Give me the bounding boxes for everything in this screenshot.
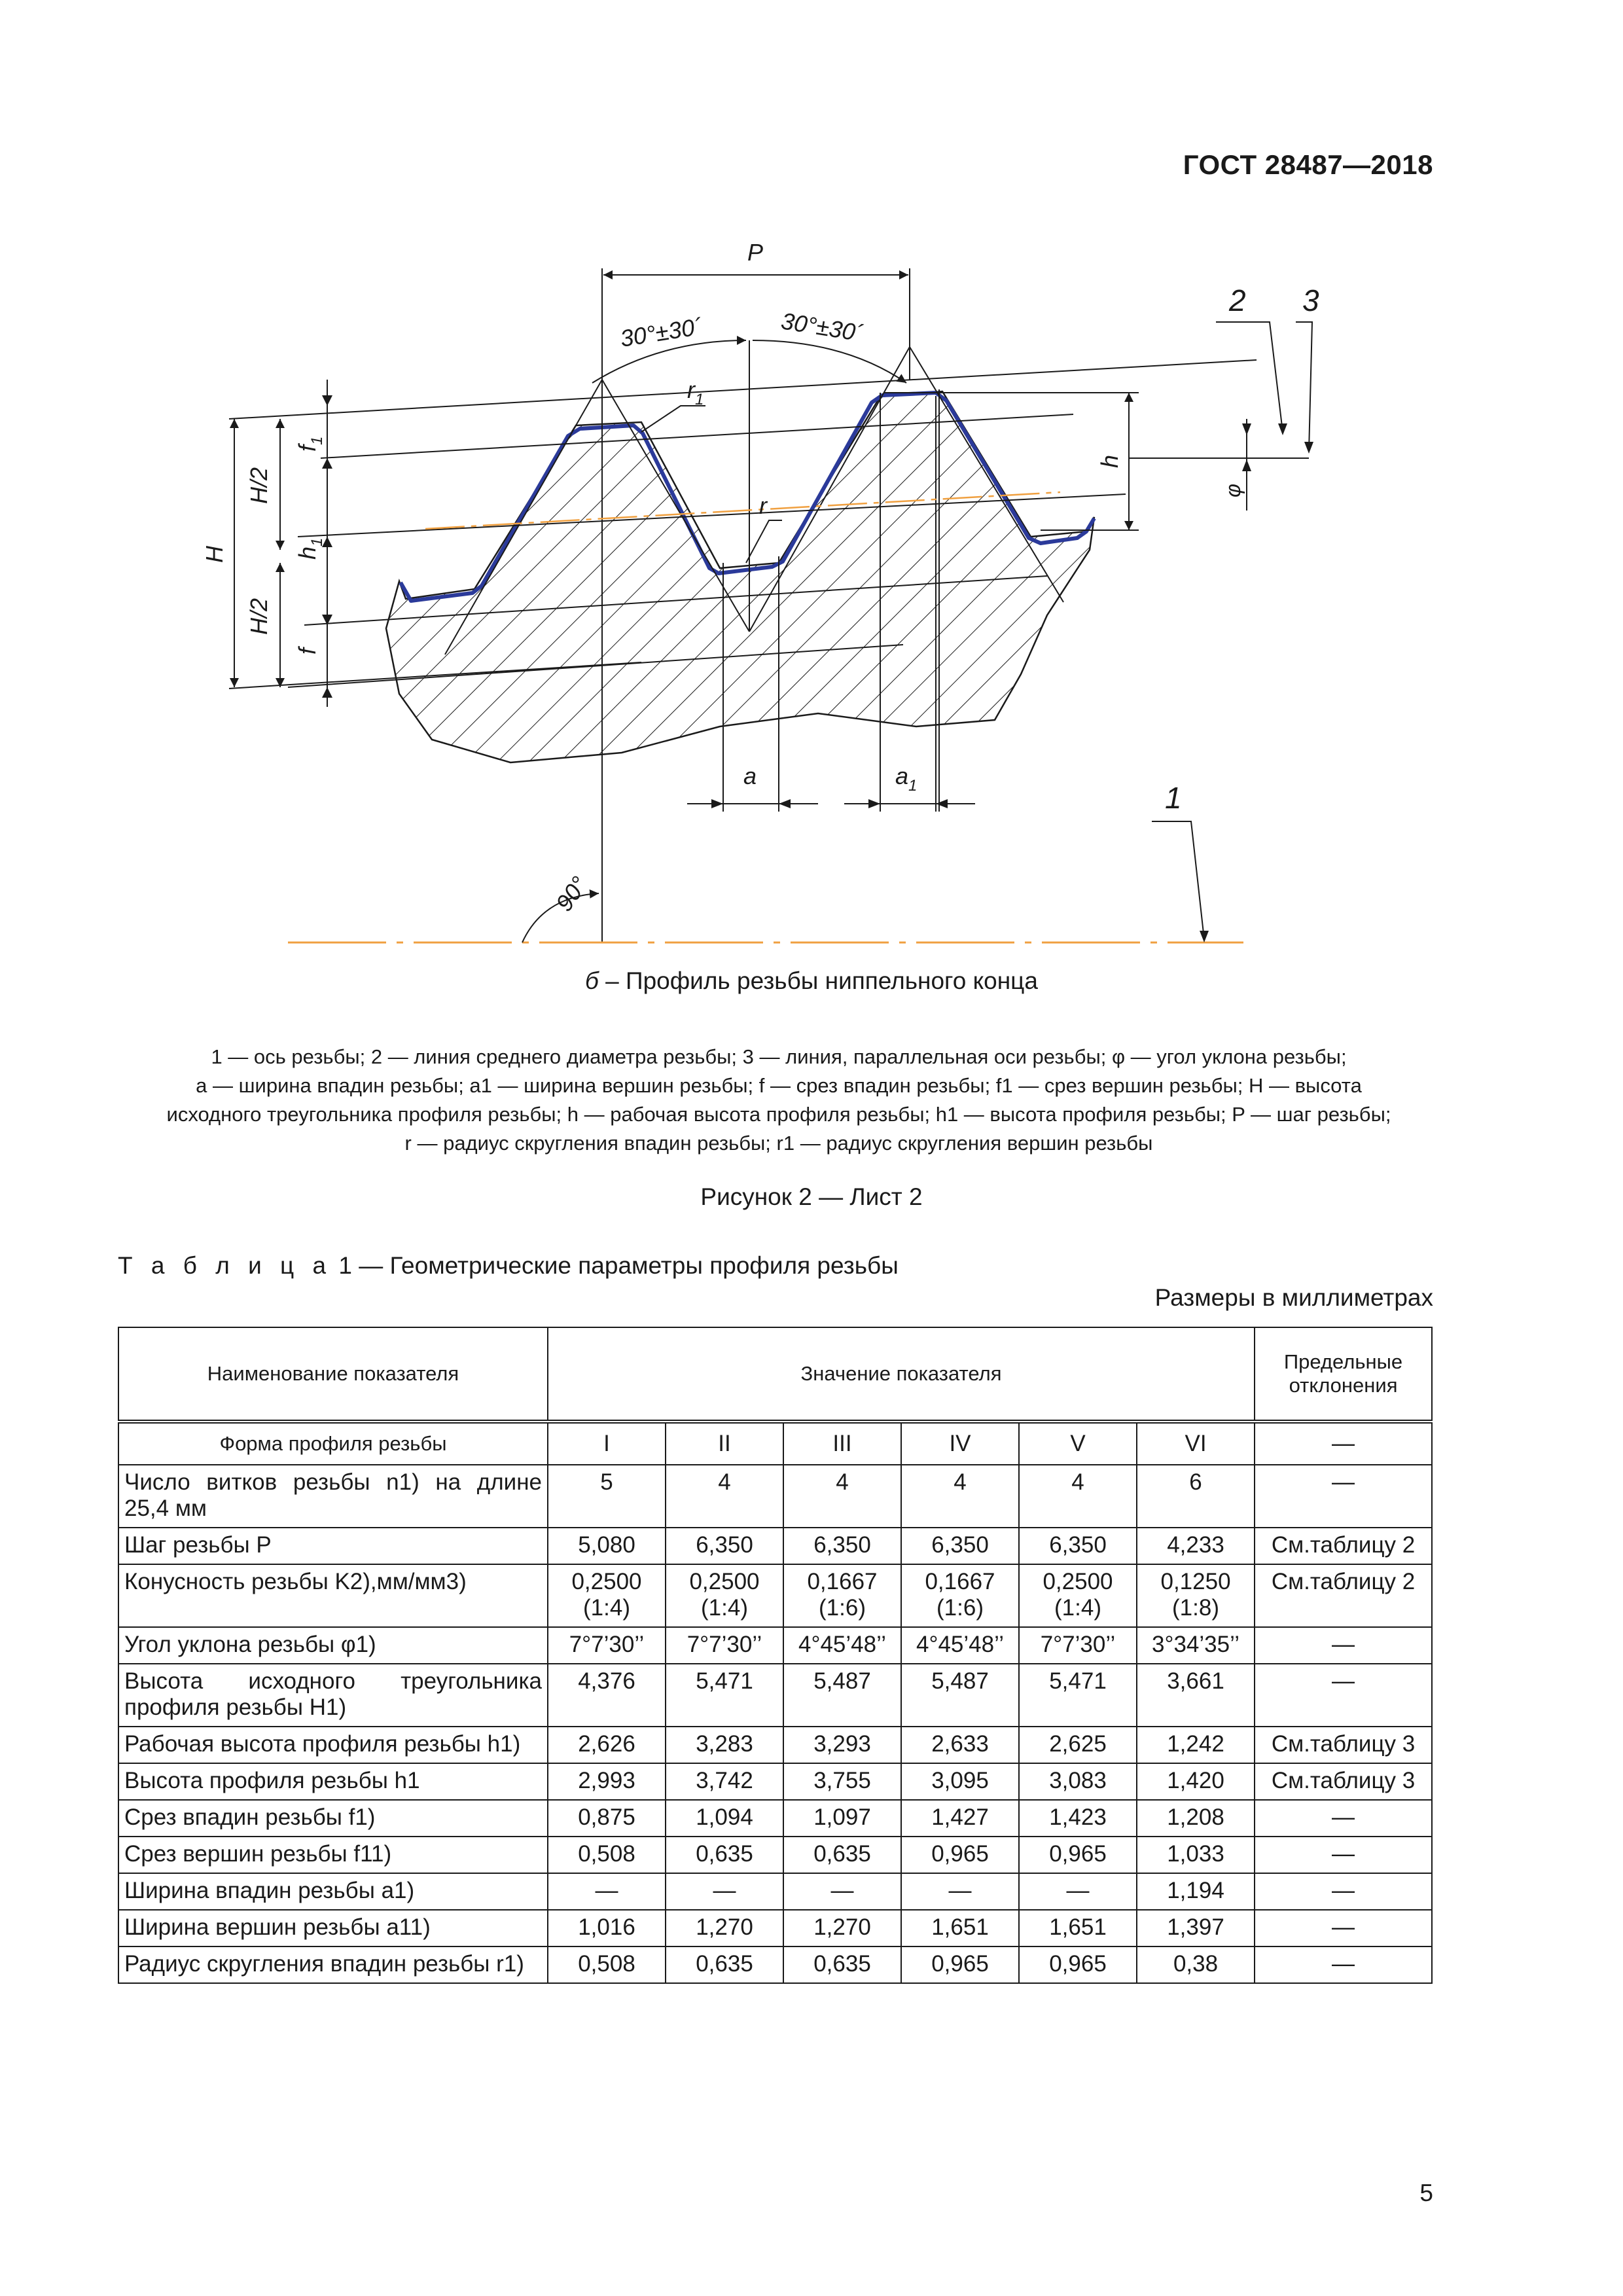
table-title: Т а б л и ц а 1 — Геометрические параметры профиля резьбы xyxy=(118,1252,899,1279)
legend-line: исходного треугольника профиля резьбы; h — рабочая высота профиля резьбы; h1 — высота профиля резьбы; P — шаг резьбы; xyxy=(166,1103,1391,1126)
callout-1: 1 xyxy=(1165,781,1182,815)
tolerance-cell: — xyxy=(1255,1800,1432,1837)
value-cell: — xyxy=(548,1873,666,1910)
value-cell: 7°7’30’’ xyxy=(666,1627,783,1664)
hatched-section xyxy=(386,391,1094,762)
table-row xyxy=(118,1528,1432,1564)
value-cell: 0,965 xyxy=(1019,1946,1137,1983)
table-row xyxy=(118,1946,1432,1983)
tolerance-cell: — xyxy=(1255,1422,1432,1465)
legend-line: r — радиус скругления впадин резьбы; r1 — радиус скругления вершин резьбы xyxy=(404,1132,1153,1155)
value-cell: 4 xyxy=(666,1465,783,1528)
value-cell: 1,242 xyxy=(1137,1727,1255,1763)
parameter-name: Рабочая высота профиля резьбы h1) xyxy=(118,1727,548,1763)
value-cell: — xyxy=(1019,1873,1137,1910)
value-cell: 0,635 xyxy=(666,1837,783,1873)
value-cell: 5,471 xyxy=(1019,1664,1137,1727)
value-cell: — xyxy=(666,1873,783,1910)
document-header: ГОСТ 28487—2018 xyxy=(1183,149,1433,180)
value-cell: 6 xyxy=(1137,1465,1255,1528)
value-cell: 5,080 xyxy=(548,1528,666,1564)
table-row xyxy=(118,1727,1432,1763)
value-cell: 1,423 xyxy=(1019,1800,1137,1837)
value-cell: 2,626 xyxy=(548,1727,666,1763)
parameter-name: Срез впадин резьбы f1) xyxy=(118,1800,548,1837)
page-number: 5 xyxy=(1419,2179,1433,2206)
form-row xyxy=(118,1422,1432,1465)
value-cell: 3,283 xyxy=(666,1727,783,1763)
table-row xyxy=(118,1664,1432,1727)
value-cell: 5,487 xyxy=(901,1664,1019,1727)
value-cell: 3,095 xyxy=(901,1763,1019,1800)
tolerance-cell: См.таблицу 2 xyxy=(1255,1564,1432,1627)
value-cell: 1,270 xyxy=(666,1910,783,1946)
label-phi: φ xyxy=(1221,484,1245,497)
value-cell: 4 xyxy=(901,1465,1019,1528)
figure-caption: б – Профиль резьбы ниппельного конца xyxy=(585,967,1038,994)
parameter-name: Срез вершин резьбы f11) xyxy=(118,1837,548,1873)
parameter-name: Высота профиля резьбы h1 xyxy=(118,1763,548,1800)
parameter-name: Ширина впадин резьбы a1) xyxy=(118,1873,548,1910)
table-row xyxy=(118,1564,1432,1627)
value-cell: 0,2500 (1:4) xyxy=(1019,1564,1137,1627)
table-body xyxy=(118,1422,1432,1983)
form-label: Форма профиля резьбы xyxy=(118,1422,548,1465)
legend-line: a — ширина впадин резьбы; a1 — ширина вершин резьбы; f — срез впадин резьбы; f1 — срез вершин резьбы; H — высота xyxy=(196,1074,1362,1097)
value-cell: 3,293 xyxy=(783,1727,901,1763)
tolerance-cell: См.таблицу 3 xyxy=(1255,1763,1432,1800)
callout-1-leader xyxy=(1152,821,1204,939)
value-cell: 3,742 xyxy=(666,1763,783,1800)
callout-3-leader xyxy=(1296,322,1312,452)
value-cell: 0,38 xyxy=(1137,1946,1255,1983)
tolerance-cell: — xyxy=(1255,1837,1432,1873)
value-cell: 1,651 xyxy=(1019,1910,1137,1946)
label-r1: $r_1$ xyxy=(687,376,704,408)
value-cell: 1,420 xyxy=(1137,1763,1255,1800)
form-cell: VI xyxy=(1137,1422,1255,1465)
value-cell: — xyxy=(901,1873,1019,1910)
value-cell: 3,755 xyxy=(783,1763,901,1800)
value-cell: — xyxy=(783,1873,901,1910)
tolerance-cell: См.таблицу 2 xyxy=(1255,1528,1432,1564)
value-cell: 0,965 xyxy=(901,1946,1019,1983)
value-cell: 4°45’48’’ xyxy=(783,1627,901,1664)
table-row xyxy=(118,1873,1432,1910)
tolerance-cell: — xyxy=(1255,1664,1432,1727)
parameter-name: Радиус скругления впадин резьбы r1) xyxy=(118,1946,548,1983)
value-cell: 6,350 xyxy=(1019,1528,1137,1564)
form-cell: I xyxy=(548,1422,666,1465)
label-r: r xyxy=(759,492,767,519)
value-cell: 1,097 xyxy=(783,1800,901,1837)
value-cell: 1,208 xyxy=(1137,1800,1255,1837)
value-cell: 1,427 xyxy=(901,1800,1019,1837)
value-cell: 0,1667 (1:6) xyxy=(901,1564,1019,1627)
table-row xyxy=(118,1910,1432,1946)
tolerance-cell: — xyxy=(1255,1627,1432,1664)
table-row xyxy=(118,1627,1432,1664)
value-cell: 5,471 xyxy=(666,1664,783,1727)
header-tolerance: Предельные отклонения xyxy=(1255,1327,1432,1422)
form-cell: V xyxy=(1019,1422,1137,1465)
parameter-name: Конусность резьбы K2),мм/мм3) xyxy=(118,1564,548,1627)
parameter-name: Угол уклона резьбы φ1) xyxy=(118,1627,548,1664)
value-cell: 7°7’30’’ xyxy=(1019,1627,1137,1664)
table-row xyxy=(118,1465,1432,1528)
parameter-name: Ширина вершин резьбы a11) xyxy=(118,1910,548,1946)
value-cell: 3,083 xyxy=(1019,1763,1137,1800)
callout-3: 3 xyxy=(1302,283,1319,317)
thread-profile-figure xyxy=(0,0,1623,956)
form-cell: IV xyxy=(901,1422,1019,1465)
value-cell: 4 xyxy=(1019,1465,1137,1528)
label-angle-left: 30°±30´ xyxy=(618,312,704,352)
value-cell: 0,635 xyxy=(666,1946,783,1983)
value-cell: 4°45’48’’ xyxy=(901,1627,1019,1664)
value-cell: 0,1250 (1:8) xyxy=(1137,1564,1255,1627)
value-cell: 1,016 xyxy=(548,1910,666,1946)
angle-arc-right xyxy=(753,340,906,383)
angle-arc-left xyxy=(592,340,746,383)
label-h1: $h_1$ xyxy=(294,537,326,560)
r-leader xyxy=(746,520,782,563)
label-H: H xyxy=(201,546,228,563)
value-cell: 7°7’30’’ xyxy=(548,1627,666,1664)
value-cell: 0,508 xyxy=(548,1946,666,1983)
value-cell: 6,350 xyxy=(783,1528,901,1564)
header-name: Наименование показателя xyxy=(118,1327,548,1422)
value-cell: 4,376 xyxy=(548,1664,666,1727)
parameter-name: Шаг резьбы P xyxy=(118,1528,548,1564)
label-f1: $f_1$ xyxy=(294,436,326,452)
figure-legend xyxy=(118,1043,1440,1158)
table-units: Размеры в миллиметрах xyxy=(1154,1284,1433,1311)
value-cell: 5 xyxy=(548,1465,666,1528)
parameters-table xyxy=(118,1327,1433,1984)
table-row xyxy=(118,1800,1432,1837)
tolerance-cell: — xyxy=(1255,1465,1432,1528)
value-cell: 0,2500 (1:4) xyxy=(548,1564,666,1627)
value-cell: 0,1667 (1:6) xyxy=(783,1564,901,1627)
callout-2: 2 xyxy=(1229,283,1246,317)
label-angle-right: 30°±30´ xyxy=(779,307,865,347)
form-cell: II xyxy=(666,1422,783,1465)
header-value: Значение показателя xyxy=(548,1327,1255,1422)
value-cell: 0,965 xyxy=(901,1837,1019,1873)
value-cell: 1,651 xyxy=(901,1910,1019,1946)
table-row xyxy=(118,1837,1432,1873)
form-cell: III xyxy=(783,1422,901,1465)
tolerance-cell: — xyxy=(1255,1910,1432,1946)
value-cell: 0,635 xyxy=(783,1946,901,1983)
value-cell: 4,233 xyxy=(1137,1528,1255,1564)
value-cell: 1,194 xyxy=(1137,1873,1255,1910)
label-H2-upper: H/2 xyxy=(245,467,272,504)
value-cell: 0,965 xyxy=(1019,1837,1137,1873)
value-cell: 0,2500 (1:4) xyxy=(666,1564,783,1627)
label-a1: $a_1$ xyxy=(895,762,918,795)
label-90: 90° xyxy=(550,871,593,916)
tolerance-cell: См.таблицу 3 xyxy=(1255,1727,1432,1763)
value-cell: 1,094 xyxy=(666,1800,783,1837)
value-cell: 6,350 xyxy=(901,1528,1019,1564)
value-cell: 3°34’35’’ xyxy=(1137,1627,1255,1664)
label-H2-lower: H/2 xyxy=(245,598,272,635)
label-f: f xyxy=(294,647,321,655)
value-cell: 2,993 xyxy=(548,1763,666,1800)
r1-leader xyxy=(641,406,705,432)
label-h: h xyxy=(1096,454,1123,468)
value-cell: 0,635 xyxy=(783,1837,901,1873)
value-cell: 0,508 xyxy=(548,1837,666,1873)
value-cell: 2,633 xyxy=(901,1727,1019,1763)
value-cell: 1,270 xyxy=(783,1910,901,1946)
label-P: P xyxy=(747,239,764,266)
figure-title: Рисунок 2 — Лист 2 xyxy=(700,1183,923,1210)
value-cell: 4 xyxy=(783,1465,901,1528)
parameter-name: Высота исходного треугольника профиля резьбы H1) xyxy=(118,1664,548,1727)
value-cell: 2,625 xyxy=(1019,1727,1137,1763)
legend-line: 1 — ось резьбы; 2 — линия среднего диаметра резьбы; 3 — линия, параллельная оси резьбы; φ — угол уклона резьбы; xyxy=(211,1045,1347,1068)
label-a: a xyxy=(743,762,757,789)
parameter-name: Число витков резьбы n1) на длине 25,4 мм xyxy=(118,1465,548,1528)
table-row xyxy=(118,1763,1432,1800)
callout-2-leader xyxy=(1216,322,1283,432)
tolerance-cell: — xyxy=(1255,1946,1432,1983)
value-cell: 6,350 xyxy=(666,1528,783,1564)
tolerance-cell: — xyxy=(1255,1873,1432,1910)
value-cell: 0,875 xyxy=(548,1800,666,1837)
table-header-row xyxy=(118,1327,1432,1422)
value-cell: 3,661 xyxy=(1137,1664,1255,1727)
value-cell: 1,033 xyxy=(1137,1837,1255,1873)
value-cell: 5,487 xyxy=(783,1664,901,1727)
value-cell: 1,397 xyxy=(1137,1910,1255,1946)
